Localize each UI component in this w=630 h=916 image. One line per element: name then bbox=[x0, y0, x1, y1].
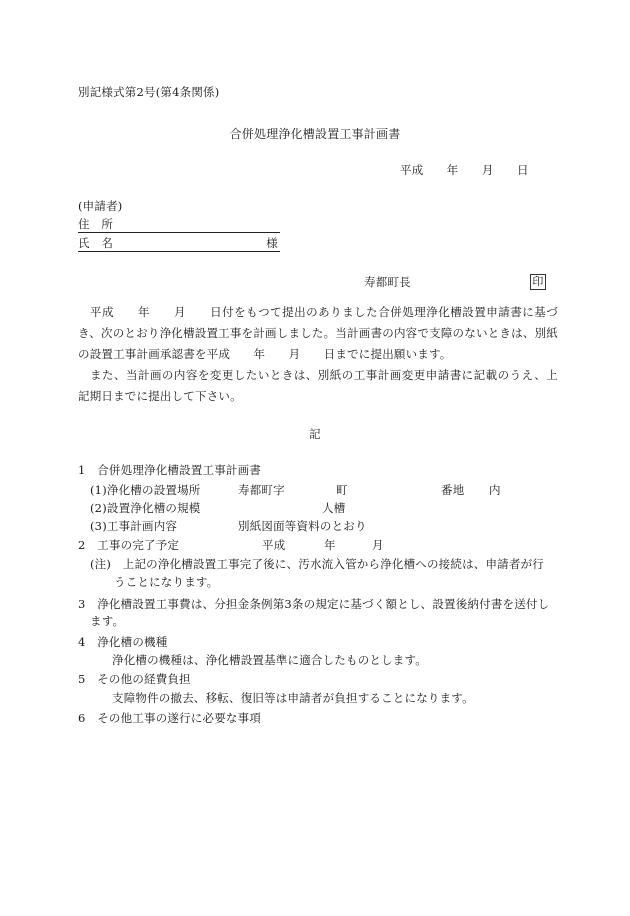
seal-mark: 印 bbox=[530, 274, 546, 290]
name-field bbox=[78, 235, 280, 252]
item-1-1-town: 寿都町字 bbox=[238, 483, 285, 497]
note-line-1: (注) 上記の浄化槽設置工事完了後に、汚水流入管から浄化槽への接続は、申請者が行 bbox=[90, 557, 544, 571]
addressee: 寿都町長 bbox=[364, 275, 411, 289]
item-2-label: 2 工事の完了予定 bbox=[78, 538, 180, 552]
address-field bbox=[78, 216, 280, 233]
item-2-month: 月 bbox=[372, 538, 384, 552]
item-3-line-2: ます。 bbox=[90, 614, 125, 628]
item-1-1-cho: 町 bbox=[336, 483, 348, 497]
date-line: 平成 年 月 日 bbox=[400, 163, 529, 177]
item-2-era: 平成 bbox=[262, 538, 286, 552]
item-1-1-nai: 内 bbox=[489, 483, 501, 497]
item-1-title: 1 合併処理浄化槽設置工事計画書 bbox=[78, 463, 262, 477]
item-3-line-1: 3 浄化槽設置工事費は、分担金条例第3条の規定に基づく額とし、設置後納付書を送付し bbox=[78, 597, 550, 611]
item-4-text: 浄化槽の機種は、浄化槽設置基準に適合したものとします。 bbox=[112, 653, 427, 667]
ki-heading: 記 bbox=[309, 427, 321, 441]
item-1-1-label: (1)浄化槽の設置場所 bbox=[90, 483, 201, 497]
item-5-label: 5 その他の経費負担 bbox=[78, 672, 191, 686]
item-1-2-label: (2)設置浄化槽の規模 bbox=[90, 501, 201, 515]
item-5-text: 支障物件の撤去、移転、復旧等は申請者が負担することになります。 bbox=[112, 691, 474, 705]
item-1-3-label: (3)工事計画内容 bbox=[90, 519, 178, 533]
item-1-3-value: 別紙図面等資料のとおり bbox=[238, 519, 367, 533]
address-label: 住 所 bbox=[78, 217, 114, 231]
name-label: 氏 名 bbox=[78, 236, 114, 250]
body-paragraph-1: 平成 年 月 日付をもつて提出のありました合併処理浄化槽設置申請書に基づき、次のとおり浄化槽設置工事を計画しました。当計画書の内容で支障のないときは、別紙の設置工事計画承認書を平成 年 月 日までに提出願います。 bbox=[78, 305, 558, 361]
body-paragraph-2: また、当計画の内容を変更したいときは、別紙の工事計画変更申請書に記載のうえ、上記期日までに提出して下さい。 bbox=[78, 368, 558, 403]
item-1-1-banchi: 番地 bbox=[441, 483, 465, 497]
document-title: 合併処理浄化槽設置工事計画書 bbox=[229, 127, 401, 141]
note-line-2: うことになります。 bbox=[114, 575, 219, 589]
item-1-2-unit: 人槽 bbox=[322, 501, 346, 515]
honorific: 様 bbox=[266, 236, 278, 250]
item-2-year: 年 bbox=[324, 538, 336, 552]
item-4-label: 4 浄化槽の機種 bbox=[78, 635, 168, 649]
form-reference: 別記様式第2号(第4条関係) bbox=[78, 85, 220, 99]
applicant-label: (申請者) bbox=[78, 199, 123, 213]
item-6-label: 6 その他工事の遂行に必要な事項 bbox=[78, 711, 262, 725]
